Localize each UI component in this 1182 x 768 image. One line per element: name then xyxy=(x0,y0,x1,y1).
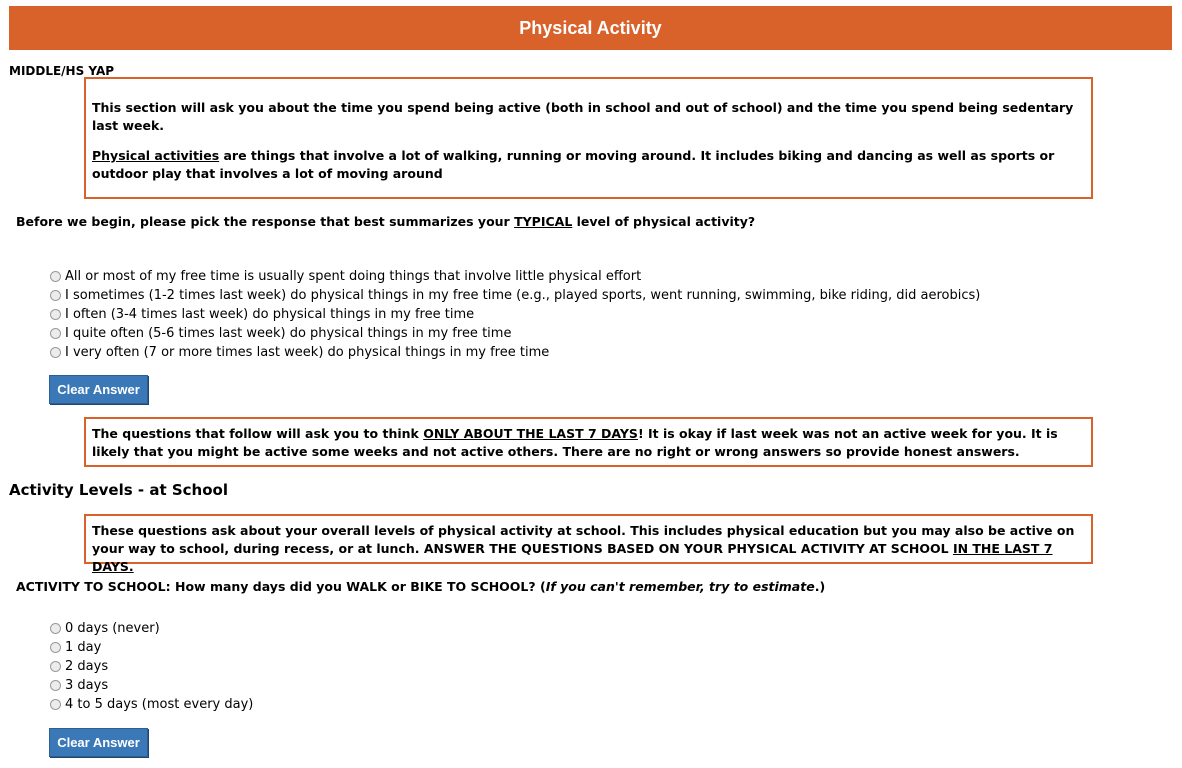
clear-answer-button[interactable]: Clear Answer xyxy=(49,728,148,757)
walk-bike-options xyxy=(50,619,253,714)
radio-option[interactable] xyxy=(50,619,253,638)
radio-label[interactable]: 1 day xyxy=(65,640,102,655)
radio-label[interactable]: 3 days xyxy=(65,678,109,693)
radio-label[interactable]: 2 days xyxy=(65,659,109,674)
intro-paragraph-2 xyxy=(92,147,1085,183)
section-header-title: Physical Activity xyxy=(519,17,662,38)
radio-option[interactable] xyxy=(50,324,980,343)
radio-option[interactable] xyxy=(50,305,980,324)
radio-option[interactable] xyxy=(50,286,980,305)
typical-activity-options xyxy=(50,267,980,362)
survey-id-label: MIDDLE/HS YAP xyxy=(9,64,115,78)
question-text: ACTIVITY TO SCHOOL: How many days did you WALK or BIKE TO SCHOOL? ( xyxy=(16,579,546,594)
radio-button[interactable] xyxy=(50,623,61,634)
intro-box xyxy=(84,77,1093,199)
radio-button[interactable] xyxy=(50,328,61,339)
note-text xyxy=(92,425,1085,461)
radio-label[interactable]: 0 days (never) xyxy=(65,621,160,636)
section-header xyxy=(9,6,1172,50)
radio-label[interactable]: All or most of my free time is usually spent doing things that involve little physical effort xyxy=(65,269,642,284)
section-title: Activity Levels - at School xyxy=(9,481,228,499)
question-text-before: Before we begin, please pick the response that best summarizes your xyxy=(16,214,515,229)
clear-answer-button[interactable]: Clear Answer xyxy=(49,375,148,404)
note-text-before: The questions that follow will ask you to think xyxy=(92,426,424,441)
radio-option[interactable] xyxy=(50,267,980,286)
intro-definition: are things that involve a lot of walking, running or moving around. It includes biking and dancing as well as sports or outdoor play that involves a lot of moving around xyxy=(92,148,1055,181)
radio-label[interactable]: I often (3-4 times last week) do physical things in my free time xyxy=(65,307,475,322)
intro-paragraph-1: This section will ask you about the time you spend being active (both in school and out of school) and the time you spend being sedentary last week. xyxy=(92,100,1074,133)
school-intro-emphasis: IN THE LAST 7 DAYS. xyxy=(92,541,1053,574)
radio-button[interactable] xyxy=(50,271,61,282)
radio-label[interactable]: I sometimes (1-2 times last week) do physical things in my free time (e.g., played sports, went running, swimming, bike riding, did aerobics) xyxy=(65,288,981,303)
school-intro-text xyxy=(92,522,1085,576)
question-emphasis: TYPICAL xyxy=(514,214,573,229)
radio-button[interactable] xyxy=(50,680,61,691)
radio-option[interactable] xyxy=(50,638,253,657)
question-text-after: level of physical activity? xyxy=(572,214,756,229)
school-activity-intro-box xyxy=(84,514,1093,574)
question-text-end: .) xyxy=(814,579,826,594)
radio-option[interactable] xyxy=(50,676,253,695)
radio-option[interactable] xyxy=(50,695,253,714)
radio-label[interactable]: I quite often (5-6 times last week) do physical things in my free time xyxy=(65,326,512,341)
intro-term: Physical activities xyxy=(92,148,220,163)
radio-button[interactable] xyxy=(50,661,61,672)
radio-label[interactable]: 4 to 5 days (most every day) xyxy=(65,697,254,712)
question-typical-activity xyxy=(16,214,755,229)
radio-label[interactable]: I very often (7 or more times last week) do physical things in my free time xyxy=(65,345,550,360)
school-intro-before: These questions ask about your overall levels of physical activity at school. This includes physical education but you may also be active on your way to school, during recess, or at lunch. ANSWER THE QUESTIONS BASED ON YOUR PHYSICAL ACTIVITY AT SCHOOL xyxy=(92,523,1075,556)
note-text-after: ! It is okay if last week was not an active week for you. It is likely that you might be active some weeks and not active others. There are no right or wrong answers so provide honest answers. xyxy=(92,426,1058,459)
radio-option[interactable] xyxy=(50,343,980,362)
radio-button[interactable] xyxy=(50,309,61,320)
question-walk-bike-to-school xyxy=(16,579,825,594)
radio-button[interactable] xyxy=(50,699,61,710)
last-7-days-note xyxy=(84,417,1093,467)
note-emphasis: ONLY ABOUT THE LAST 7 DAYS xyxy=(423,426,638,441)
radio-button[interactable] xyxy=(50,290,61,301)
radio-button[interactable] xyxy=(50,642,61,653)
radio-option[interactable] xyxy=(50,657,253,676)
question-hint: If you can't remember, try to estimate xyxy=(545,579,815,594)
radio-button[interactable] xyxy=(50,347,61,358)
